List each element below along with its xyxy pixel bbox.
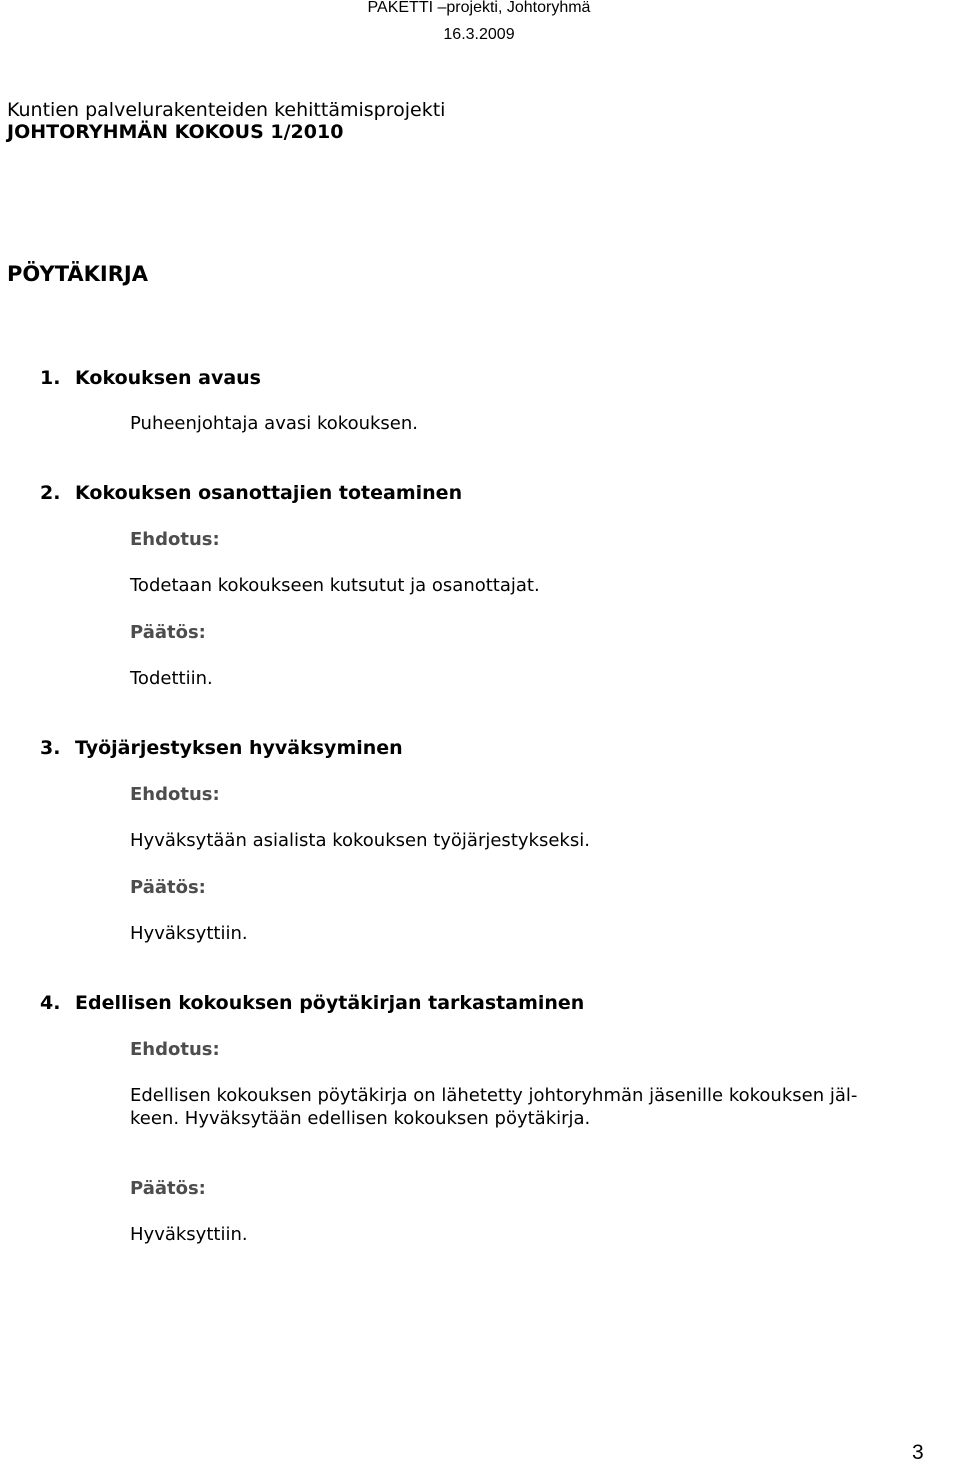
section-title: Edellisen kokouksen pöytäkirjan tarkastaminen	[75, 992, 585, 1014]
section-4-proposal-label: Ehdotus:	[130, 1039, 220, 1060]
meeting-title: JOHTORYHMÄN KOKOUS 1/2010	[7, 121, 344, 143]
section-number: 3.	[40, 737, 61, 759]
organization-name: Kuntien palvelurakenteiden kehittämisprojekti	[7, 99, 446, 121]
section-title: Työjärjestyksen hyväksyminen	[75, 737, 403, 759]
section-3-proposal: Hyväksytään asialista kokouksen työjärjestykseksi.	[130, 830, 590, 851]
section-1-heading	[40, 367, 261, 389]
section-number: 1.	[40, 367, 61, 389]
section-4-proposal-line-1: Edellisen kokouksen pöytäkirja on lähetetty johtoryhmän jäsenille kokouksen jäl-	[130, 1085, 858, 1106]
running-header-date: 16.3.2009	[443, 26, 515, 43]
section-number: 2.	[40, 482, 61, 504]
section-title: Kokouksen avaus	[75, 367, 261, 389]
section-3-proposal-label: Ehdotus:	[130, 784, 220, 805]
section-2-proposal: Todetaan kokoukseen kutsutut ja osanottajat.	[130, 575, 540, 596]
section-2-heading	[40, 482, 462, 504]
section-2-proposal-label: Ehdotus:	[130, 529, 220, 550]
section-4-decision-label: Päätös:	[130, 1178, 206, 1199]
section-3-heading	[40, 737, 403, 759]
section-4-proposal-line-2: keen. Hyväksytään edellisen kokouksen pöytäkirja.	[130, 1108, 591, 1129]
section-2-decision-label: Päätös:	[130, 622, 206, 643]
section-3-decision: Hyväksyttiin.	[130, 923, 248, 944]
running-header-title: PAKETTI –projekti, Johtoryhmä	[367, 0, 591, 16]
document-title: PÖYTÄKIRJA	[7, 262, 148, 286]
section-3-decision-label: Päätös:	[130, 877, 206, 898]
section-4-heading	[40, 992, 584, 1014]
section-4-decision: Hyväksyttiin.	[130, 1224, 248, 1245]
section-1-text: Puheenjohtaja avasi kokouksen.	[130, 413, 418, 434]
section-2-decision: Todettiin.	[130, 668, 213, 689]
section-number: 4.	[40, 992, 61, 1014]
page-number: 3	[912, 1441, 924, 1464]
section-title: Kokouksen osanottajien toteaminen	[75, 482, 463, 504]
